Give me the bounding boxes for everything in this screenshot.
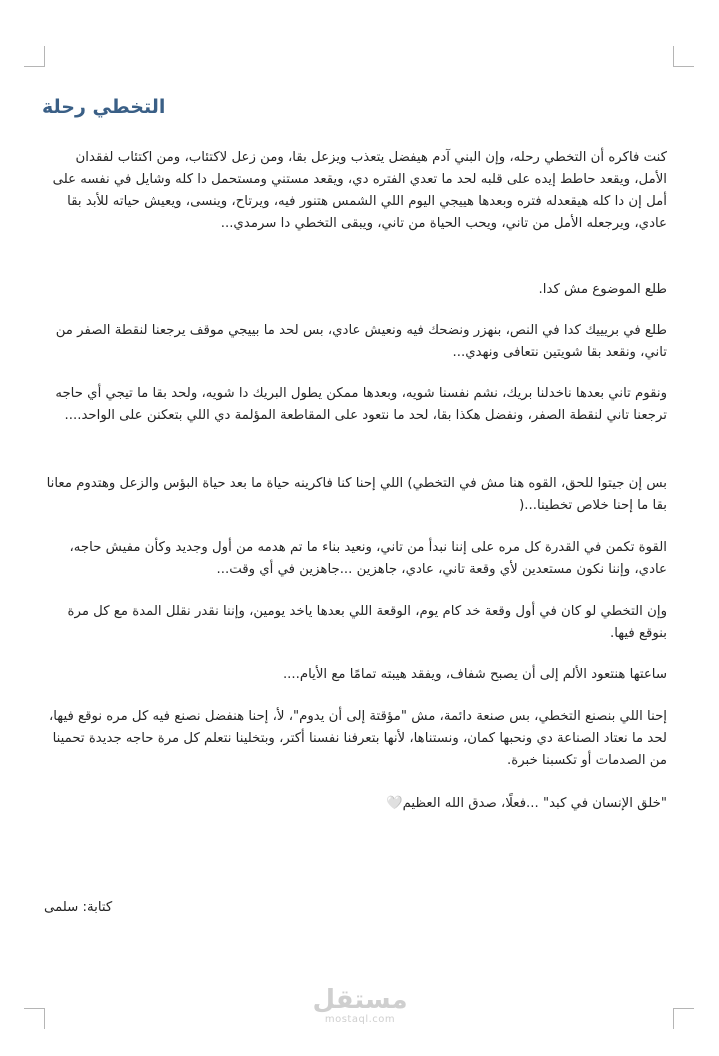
paragraph-5: بس إن جيتوا للحق، القوه هنا مش في التخطي) اللي إحنا كنا فاكرينه حياة ما بعد حياة البؤس والزعل وهتدوم معانا بقا ما إحنا خلاص تخطينا...( xyxy=(46,476,667,513)
watermark-logo-arabic: مستقل xyxy=(312,985,408,1015)
page-corner-bottom-right xyxy=(673,1008,694,1029)
paragraph-7: وإن التخطي لو كان في أول وقعة خد كام يوم، الوقعة اللي بعدها ياخد يومين، وإننا نقدر نقلل المدة مع كل مرة بنوقع فيها. xyxy=(67,604,667,641)
page-corner-bottom-left xyxy=(24,1008,45,1029)
watermark-logo-url: mostaql.com xyxy=(324,1014,396,1025)
author-signature: كتابة: سلمى xyxy=(44,900,113,915)
page-corner-top-left xyxy=(24,46,45,67)
heart-icon: 🤍 xyxy=(386,796,403,811)
document-title: التخطي رحلة xyxy=(42,96,166,118)
paragraph-9: إحنا اللي بنصنع التخطي، بس صنعة دائمة، مش "مؤقتة إلى أن يدوم"، لأ، إحنا هنفضل نصنع فيه كل مره نوقع فيها، لحد ما نعتاد الصناعة دي ونحبها كمان، ونستناها، لأنها بتعرفنا نفسنا أكتر، وبتخلينا نتعلم كل مرة حاجه جديدة تحمينا من الصدمات أو تكسبنا خبرة. xyxy=(48,709,667,768)
paragraph-10 xyxy=(45,793,667,815)
quote-text: "خلق الإنسان في كبد" ...فعلًا، صدق الله العظيم xyxy=(402,796,667,811)
paragraph-6: القوة تكمن في القدرة كل مره على إننا نبدأ من تاني، ونعيد بناء ما تم هدمه من أول وجديد وكأن مفيش حاجه، عادي، وإننا نكون مستعدين لأي وقعة تاني، عادي، جاهزين ...جاهزين في أي وقت... xyxy=(69,540,667,577)
paragraph-3: طلع في بريييك كدا في النص، بنهزر ونضحك فيه ونعيش عادي، بس لحد ما بييجي موقف يرجعنا لنقطة الصفر من تاني، ونقعد بقا شويتين نتعافى ونهدي... xyxy=(55,323,667,360)
mostaql-watermark xyxy=(310,986,410,1026)
paragraph-1: كنت فاكره أن التخطي رحله، وإن البني آدم هيفضل يتعذب ويزعل بقا، ومن زعل لاكتئاب، ومن اكتئاب لفقدان الأمل، ويقعد حاطط إيده على قلبه لحد ما تعدي الفتره دي، ويقعد مستني ومستحمل دا كله وشايل في نفسه على أمل إن دا كله هيقعدله فتره وبعدها هييجي اليوم اللي الشمس هتنور فيه، ويرتاح، وينسى، ويعيش حياته للأبد بقا عادي، ويرجعله الأمل من تاني، ويحب الحياة من تاني، ويبقى التخطي دا سرمدي... xyxy=(52,150,667,231)
paragraph-2: طلع الموضوع مش كدا. xyxy=(538,282,667,297)
paragraph-8: ساعتها هنتعود الألم إلى أن يصبح شفاف، ويفقد هيبته تمامًا مع الأيام.... xyxy=(282,667,667,682)
page-corner-top-right xyxy=(673,46,694,67)
paragraph-4: ونقوم تاني بعدها ناخدلنا بريك، نشم نفسنا شويه، وبعدها ممكن يطول البريك دا شويه، ولحد بقا ما تيجي أي حاجه ترجعنا تاني لنقطة الصفر، ونفضل هكذا بقا، لحد ما نتعود على المقاطعة المؤلمة دي اللي بتعكنن على الواحد.... xyxy=(55,386,667,423)
